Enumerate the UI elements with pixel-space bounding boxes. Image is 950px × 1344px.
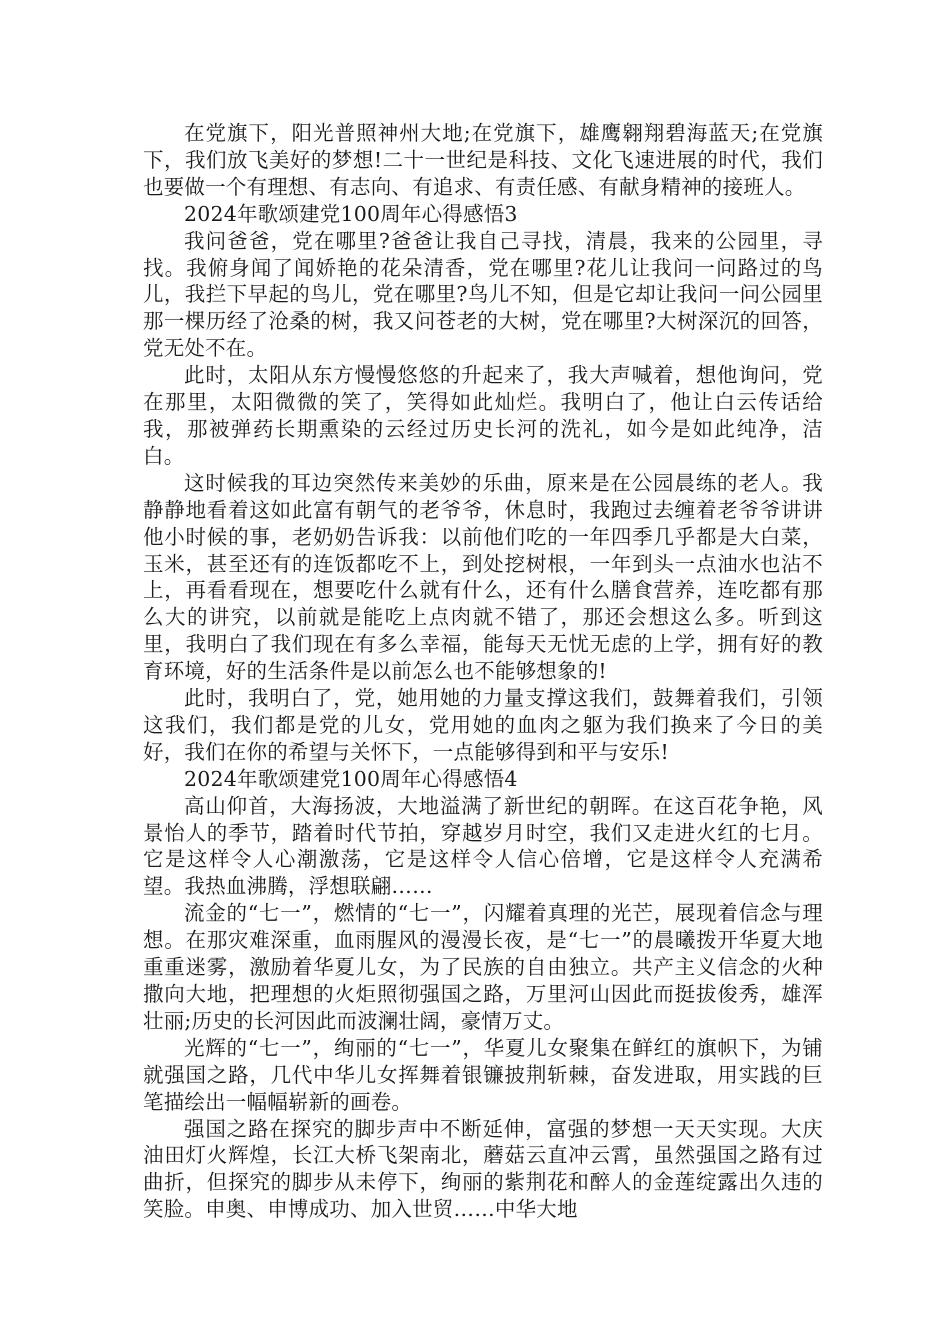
paragraph-glorious-july: 光辉的“七一”，绚丽的“七一”，华夏儿女聚集在鲜红的旗帜下，为铺就强国之路，几代中华儿女挥舞着银镰披荆斩棘，奋发进取，用实践的巨笔描绘出一幅幅崭新的画卷。	[143, 1035, 823, 1114]
paragraph-strong-nation: 强国之路在探究的脚步声中不断延伸，富强的梦想一天天实现。大庆油田灯火辉煌，长江大桥飞架南北，蘑菇云直冲云霄，虽然强国之路有过曲折，但探究的脚步从未停下，绚丽的紫荆花和醉人的金莲绽露出久违的笑脸。申奥、申博成功、加入世贸……中华大地	[143, 1116, 823, 1222]
paragraph-ask-father: 我问爸爸，党在哪里?爸爸让我自己寻找，清晨，我来的公园里，寻找。我俯身闻了闻娇艳的花朵清香，党在哪里?花儿让我问一问路过的鸟儿，我拦下早起的鸟儿，党在哪里?鸟儿不知，但是它却让我问一问公园里那一棵历经了沧桑的树，我又问苍老的大树，党在哪里?大树深沉的回答，党无处不在。	[143, 228, 823, 361]
section-heading-4: 2024年歌颂建党100周年心得感悟4	[184, 766, 518, 791]
paragraph-mountains: 高山仰首，大海扬波，大地溢满了新世纪的朝晖。在这百花争艳，风景怡人的季节，踏着时代节拍，穿越岁月时空，我们又走进火红的七月。它是这样令人心潮激荡，它是这样令人信心倍增，它是这样令人充满希望。我热血沸腾，浮想联翩……	[143, 793, 823, 899]
paragraph-golden-july: 流金的“七一”，燃情的“七一”，闪耀着真理的光芒，展现着信念与理想。在那灾难深重，血雨腥风的漫漫长夜，是“七一”的晨曦拨开华夏大地重重迷雾，激励着华夏儿女，为了民族的自由独立。共产主义信念的火种撒向大地，把理想的火炬照彻强国之路，万里河山因此而挺拔俊秀，雄浑壮丽;历史的长河因此而波澜壮阔，豪情万丈。	[143, 901, 823, 1033]
paragraph-old-people: 这时候我的耳边突然传来美妙的乐曲，原来是在公园晨练的老人。我静静地看着这如此富有朝气的老爷爷，休息时，我跑过去缠着老爷爷讲讲他小时候的事，老奶奶告诉我：以前他们吃的一年四季几乎都是大白菜，玉米，甚至还有的连饭都吃不上，到处挖树根，一年到头一点油水也沾不上，再看看现在，想要吃什么就有什么，还有什么膳食营养，连吃都有那么大的讲究，以前就是能吃上点肉就不错了，那还会想这么多。听到这里，我明白了我们现在有多么幸福，能每天无忧无虑的上学，拥有好的教育环境，好的生活条件是以前怎么也不能够想象的!	[143, 470, 823, 684]
paragraph-party-flag: 在党旗下，阳光普照神州大地;在党旗下，雄鹰翱翔碧海蓝天;在党旗下，我们放飞美好的梦想!二十一世纪是科技、文化飞速进展的时代，我们也要做一个有理想、有志向、有追求、有责任感、有献身精神的接班人。	[143, 121, 823, 199]
paragraph-sun-rises: 此时，太阳从东方慢慢悠悠的升起来了，我大声喊着，想他询问，党在那里，太阳微微的笑了，笑得如此灿烂。我明白了，他让白云传话给我，那被弹药长期熏染的云经过历史长河的洗礼，如今是如此纯净，洁白。	[143, 363, 823, 468]
section-heading-3: 2024年歌颂建党100周年心得感悟3	[184, 201, 518, 226]
document-page	[143, 120, 823, 1223]
paragraph-understand: 此时，我明白了，党，她用她的力量支撑这我们，鼓舞着我们，引领这我们，我们都是党的儿女，党用她的血肉之躯为我们换来了今日的美好，我们在你的希望与关怀下，一点能够得到和平与安乐!	[143, 686, 823, 764]
